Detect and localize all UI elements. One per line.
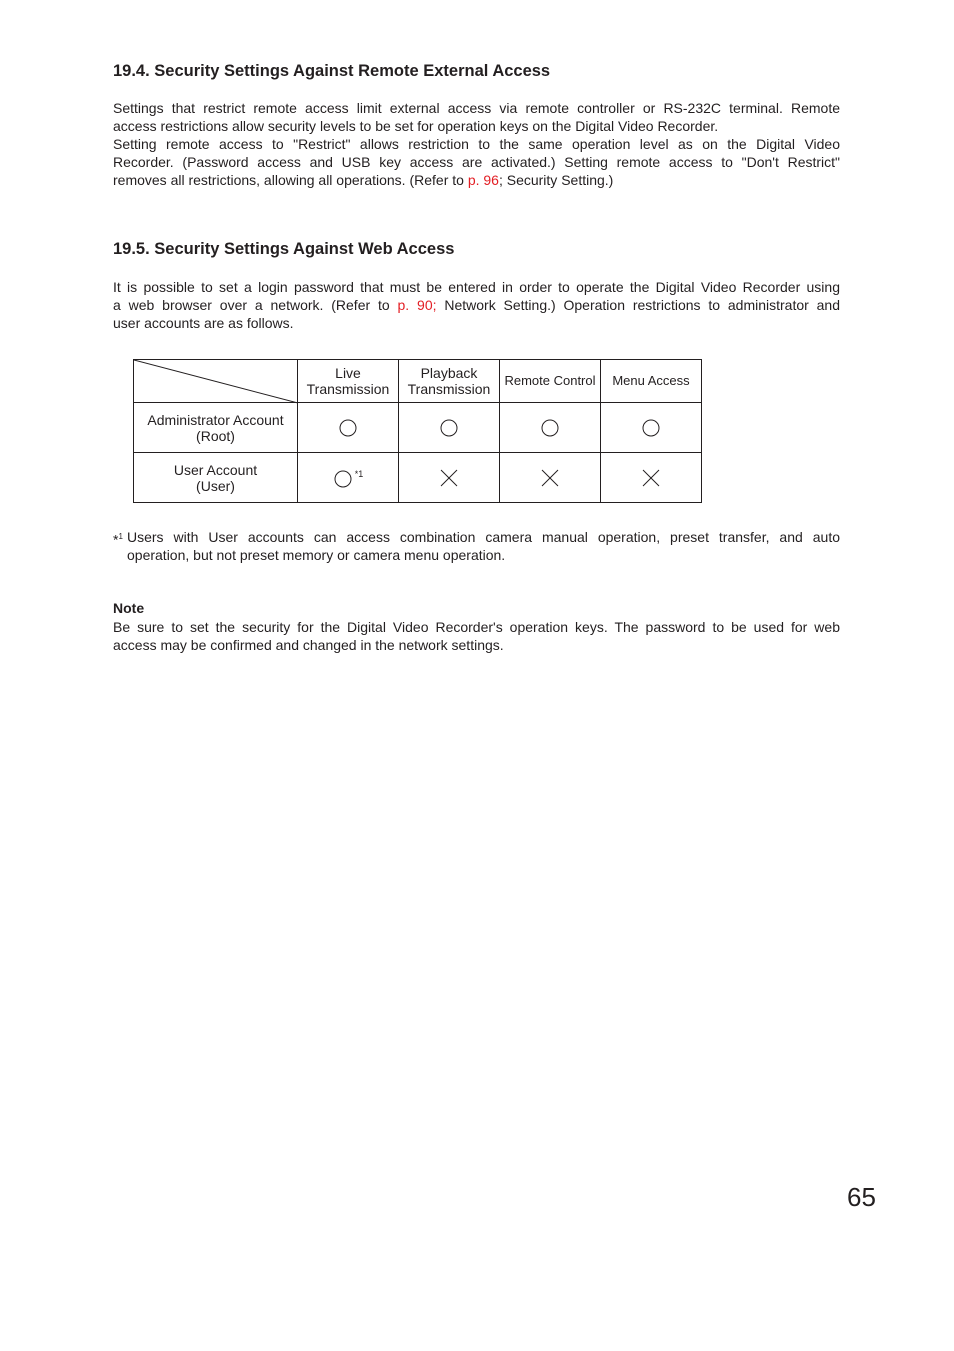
circle-icon: [540, 418, 560, 438]
paragraph-line: It is possible to set a login password that must be entered in order to operate the Digital Video Recorder using: [113, 279, 840, 295]
column-header-menu-access: [601, 360, 702, 403]
allowed-cell: [500, 403, 601, 453]
page-reference-link[interactable]: p. 96: [467, 172, 499, 188]
section-heading-web-access: 19.5. Security Settings Against Web Access: [113, 240, 455, 258]
header-line: Remote Control: [504, 373, 596, 388]
footnote-number: 1: [118, 532, 123, 541]
paragraph-line: [113, 171, 840, 189]
paragraph-line: Recorder. (Password access and USB key access are activated.) Setting remote access to "Don't Restrict": [113, 154, 840, 170]
denied-cell: [399, 453, 500, 503]
cross-icon: [540, 468, 560, 488]
paragraph-line: Setting remote access to "Restrict" allows restriction to the same operation level as on the Digital Video: [113, 136, 840, 152]
paragraph-line: [113, 296, 840, 314]
footnote-star: *: [113, 531, 119, 548]
note-title: Note: [113, 600, 145, 616]
header-line: Transmission: [407, 381, 491, 397]
paragraph-line: access restrictions allow security levels to be set for operation keys on the Digital Video Recorder.: [113, 118, 719, 134]
allowed-cell: [298, 453, 399, 503]
paragraph-line: Be sure to set the security for the Digital Video Recorder's operation keys. The password to be used for web: [113, 619, 840, 635]
paragraph-line: Settings that restrict remote access limit external access via remote controller or RS-232C terminal. Remote: [113, 100, 840, 116]
page-reference-link[interactable]: p. 90;: [397, 297, 437, 313]
column-header-live: [298, 360, 399, 403]
denied-cell: [500, 453, 601, 503]
section-heading-remote-access: 19.4. Security Settings Against Remote External Access: [113, 62, 551, 80]
cross-icon: [641, 468, 661, 488]
header-line: Playback: [420, 365, 478, 381]
denied-cell: [601, 453, 702, 503]
cross-icon: [439, 468, 459, 488]
row-label-line: User Account: [173, 461, 258, 478]
text-fragment: Network Setting.) Operation restrictions to administrator and: [436, 297, 840, 313]
row-label-user: [134, 453, 298, 503]
allowed-cell: [601, 403, 702, 453]
circle-icon: [439, 418, 459, 438]
row-label-line: (Root): [196, 427, 235, 444]
row-label-line: (User): [196, 477, 235, 494]
header-line: Transmission: [306, 381, 390, 397]
paragraph-line: access may be confirmed and changed in the network settings.: [113, 637, 504, 653]
header-line: Menu Access: [612, 373, 690, 388]
header-line: Live: [335, 365, 361, 381]
note-paragraph: [113, 618, 840, 654]
row-label-administrator: [134, 403, 298, 453]
page-number: 65: [847, 1182, 876, 1212]
table-row-user: [134, 453, 702, 503]
diagonal-line: [134, 360, 298, 404]
web-access-paragraph: [113, 278, 840, 332]
circle-icon: [333, 469, 353, 489]
column-header-remote-control: [500, 360, 601, 403]
table-header-row: [134, 360, 702, 403]
remote-access-paragraph: [113, 99, 840, 189]
paragraph-line: Users with User accounts can access combination camera manual operation, preset transfer, and auto: [127, 529, 840, 545]
column-header-playback: [399, 360, 500, 403]
row-label-line: Administrator Account: [147, 411, 284, 428]
text-fragment: ; Security Setting.): [498, 172, 614, 188]
footnote-reference: *1: [354, 469, 364, 480]
diagonal-corner-cell: [134, 360, 298, 403]
footnote-marker: [113, 528, 123, 549]
access-restriction-table: [133, 359, 702, 503]
footnote-text: [127, 528, 840, 564]
allowed-cell: [298, 403, 399, 453]
allowed-cell: [399, 403, 500, 453]
circle-icon: [641, 418, 661, 438]
text-fragment: a web browser over a network. (Refer to: [113, 297, 398, 313]
paragraph-line: user accounts are as follows.: [113, 315, 294, 331]
text-fragment: removes all restrictions, allowing all operations. (Refer to: [113, 172, 468, 188]
table-row-administrator: [134, 403, 702, 453]
circle-icon: [338, 418, 358, 438]
paragraph-line: operation, but not preset memory or camera menu operation.: [127, 547, 506, 563]
